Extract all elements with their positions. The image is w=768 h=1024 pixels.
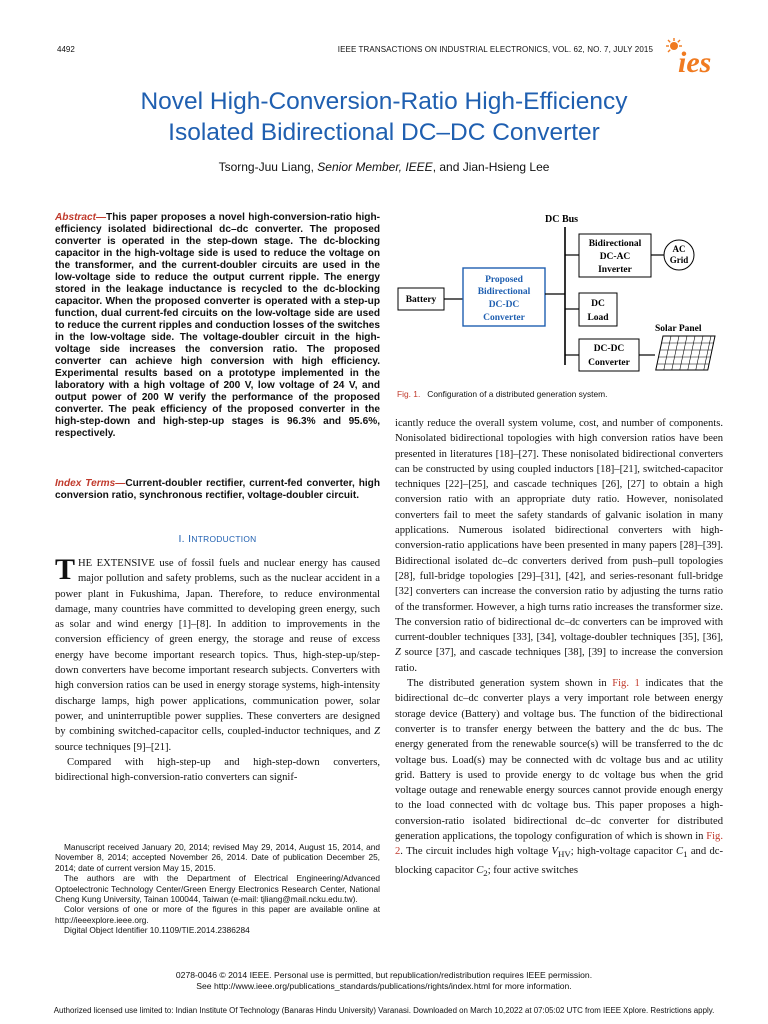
fig-1-link[interactable]: Fig. 1 [612, 678, 640, 690]
inverter-label-1: Bidirectional [588, 239, 642, 249]
figure-1-label: Fig. 1. [397, 389, 421, 399]
battery-label: Battery [405, 295, 437, 305]
dcdc-label-1: DC-DC [593, 344, 625, 354]
ac-grid-label-1: AC [672, 244, 686, 254]
proposed-label-3: DC-DC [488, 300, 520, 310]
paper-title [40, 86, 728, 148]
author-1-role: Senior Member, IEEE [317, 160, 433, 174]
figure-1-caption [397, 389, 717, 399]
download-notice: Authorized licensed use limited to: Indian Institute Of Technology (Banaras Hindu University) Varanasi. Downloaded on March 10,2022 at 07:05:02 UTC from IEEE Xplore. Restrictions apply. [53, 1006, 715, 1015]
drop-cap: T [55, 553, 76, 586]
footnote-color: Color versions of one or more of the figures in this paper are available online at http://ieeexplore.ieee.org. [55, 904, 380, 925]
index-terms-label: Index Terms— [55, 478, 126, 489]
copyright-line-2: See http://www.ieee.org/publications_standards/publications/rights/index.html for more information. [196, 981, 572, 991]
fig-2-link[interactable]: Fig. 2 [395, 831, 723, 858]
intro-paragraph-4: The distributed generation system shown in Fig. 1 indicates that the bidirectional dc–dc converter plays a very important role between energy storage device (Battery) and voltage bus. The function of the bidirectional converter is to transfer energy between the battery and the dc bus. The energy generated from the renewable source(s) will be transferred to the dc voltage bus. Load(s) may be connected with dc voltage bus and ac utility grid. Battery is used to provide energy to dc voltage bus when the grid voltage outage and renewable energy sources cannot provide enough energy to the load connected with dc voltage bus. This paper proposes a high-conversion-ratio isolated bidirectional dc–dc converter for distributed generation applications, the topology configuration of which is shown in Fig. 2. The circuit includes high voltage $V_{HV}$; high-voltage capacitor $C_1$ and dc-blocking capacitor $C_2$; four active switches [395, 678, 723, 878]
index-terms-text: Current-doubler rectifier, current-fed converter, high conversion ratio, synchronous rectifier, voltage-doubler circuit. [55, 478, 380, 501]
intro-paragraph-1: THE EXTENSIVE use of fossil fuels and nuclear energy has caused major pollution and safety problems, such as the nuclear accident in a power plant in Fukushima, Japan. Therefore, to reduce environmental damage, many countries have committed to developing green energy, such as solar and wind energy [1]–[8]. In addition to improvements in the conversion efficiency of green energy, the storage and reuse of excess energy have become important research topics. Thus, high-step-up/step-down converters have become important research subjects. Converters with high conversion ratios can be used in energy storage systems, high-intensity discharge lamps, high power applications, communication power, solar power, and uninterruptible power supplies. These converters are designed by combining switched-capacitor cells, coupled-inductor techniques, and Z source techniques [9]–[21]. [55, 553, 380, 753]
intro-paragraph-3: icantly reduce the overall system volume, cost, and number of components. Nonisolated bidirectional topologies with high conversion ratios have been presented in literatures [18]–[27]. These nonisolated bidirectional converters can be constructed by using coupled inductors [18]–[21], switched-capacitor techniques [22]–[25], and cascade techniques [26], [27] to obtain a high conversion ratio with an appropriate duty ratio. However, nonisolated converters fail to meet the safety standards of galvanic isolation in many applications. Numerous isolated bidirectional converters with high-conversion-ratio applications have been presented in many papers [28]–[39]. Bidirectional isolated dc–dc converters derived from push–pull topologies [28], full-bridge topologies [29]–[31], [42], and series-resonant full-bridge [32] converters can increase the conversion ratio by adjusting the turns ratio of the transformer. However, a high turns ratio increases the transformer size. The conversion ratio of bidirectional dc–dc converters can be improved with current-doubler techniques [33], [34], voltage-doubler techniques [35], [36], Z source [37], and cascade techniques [38], [39] to increase the conversion ratio. [395, 418, 723, 674]
proposed-label-2: Bidirectional [477, 287, 531, 297]
ies-logo [666, 38, 726, 76]
proposed-label-4: Converter [483, 313, 525, 323]
title-line-2: Isolated Bidirectional DC–DC Converter [168, 119, 600, 146]
footnotes [55, 842, 380, 936]
intro-paragraph-2: Compared with high-step-up and high-step-down converters, bidirectional high-conversion-ratio converters can signif- [55, 756, 380, 784]
inverter-label-3: Inverter [598, 265, 632, 275]
abstract-text: This paper proposes a novel high-conversion-ratio high-efficiency isolated bidirectional dc–dc converter. The proposed converter is operated in the step-down stage. The dc-blocking capacitor in the high-voltage side is used to reduce the voltage on the transformer, and the current-doubler circuits are used in the low-voltage side to reduce the output current ripple. The energy stored in the leakage inductance is recycled to the dc-blocking capacitor. When the proposed converter is operated with a step-up function, dual current-fed circuits on the low-voltage side are used to reduce the current ripples and conduction losses of the switches in the low-voltage side. The voltage-doubler circuit in the high-voltage side increases the conversion ratio. The proposed converter can achieve high conversion with high efficiency. Experimental results based on a prototype implemented in the laboratory with a high voltage of 200 V, low voltage of 24 V, and output power of 200 W verify the performance of the proposed converter. The peak efficiency of the proposed converter in the high-step-down and high-step-up stages is 96.3% and 95.6%, respectively. [55, 212, 380, 439]
column-2-body [395, 416, 723, 881]
figure-1-diagram [393, 210, 723, 385]
footnote-doi: Digital Object Identifier 10.1109/TIE.2014.2386284 [64, 925, 250, 936]
solar-panel-icon [656, 336, 715, 370]
footnote-manuscript: Manuscript received January 20, 2014; revised May 29, 2014, August 15, 2014, and November 8, 2014; accepted November 26, 2014. Date of publication December 25, 2014; date of current version May 15, 2015. [55, 842, 380, 873]
index-terms [55, 478, 380, 502]
footnote-affiliation: The authors are with the Department of Electrical Engineering/Advanced Optoelectronic Technology Center/Green Energy Electronics Research Center, National Cheng Kung University, Tainan 100044, Taiwan (e-mail: tjliang@mail.ncku.edu.tw). [55, 873, 380, 905]
dcdc-label-2: Converter [588, 358, 630, 368]
solar-panel-label: Solar Panel [655, 324, 702, 334]
inverter-label-2: DC-AC [599, 252, 631, 262]
title-line-1: Novel High-Conversion-Ratio High-Efficiency [140, 88, 628, 115]
abstract [55, 212, 380, 440]
dc-load-label-2: Load [587, 313, 609, 323]
ac-grid-label-2: Grid [669, 255, 689, 265]
proposed-label-1: Proposed [485, 275, 523, 285]
author-1: Tsorng-Juu Liang, [218, 160, 318, 174]
copyright-line-1: 0278-0046 © 2014 IEEE. Personal use is permitted, but republication/redistribution requires IEEE permission. [175, 970, 593, 980]
journal-header: IEEE TRANSACTIONS ON INDUSTRIAL ELECTRONICS, VOL. 62, NO. 7, JULY 2015 [337, 45, 653, 54]
logo-text: ies [678, 46, 712, 76]
abstract-label: Abstract— [55, 212, 107, 223]
dc-load-label-1: DC [591, 299, 605, 309]
dc-bus-label: DC Bus [545, 214, 579, 225]
section-heading: I. INTRODUCTION [178, 533, 257, 545]
authors [40, 160, 728, 174]
author-2: , and Jian-Hsieng Lee [432, 160, 550, 174]
copyright-notice [40, 970, 728, 992]
page-number: 4492 [57, 45, 75, 54]
column-1-body [55, 553, 380, 785]
figure-1-caption-text: Configuration of a distributed generation system. [427, 389, 608, 399]
